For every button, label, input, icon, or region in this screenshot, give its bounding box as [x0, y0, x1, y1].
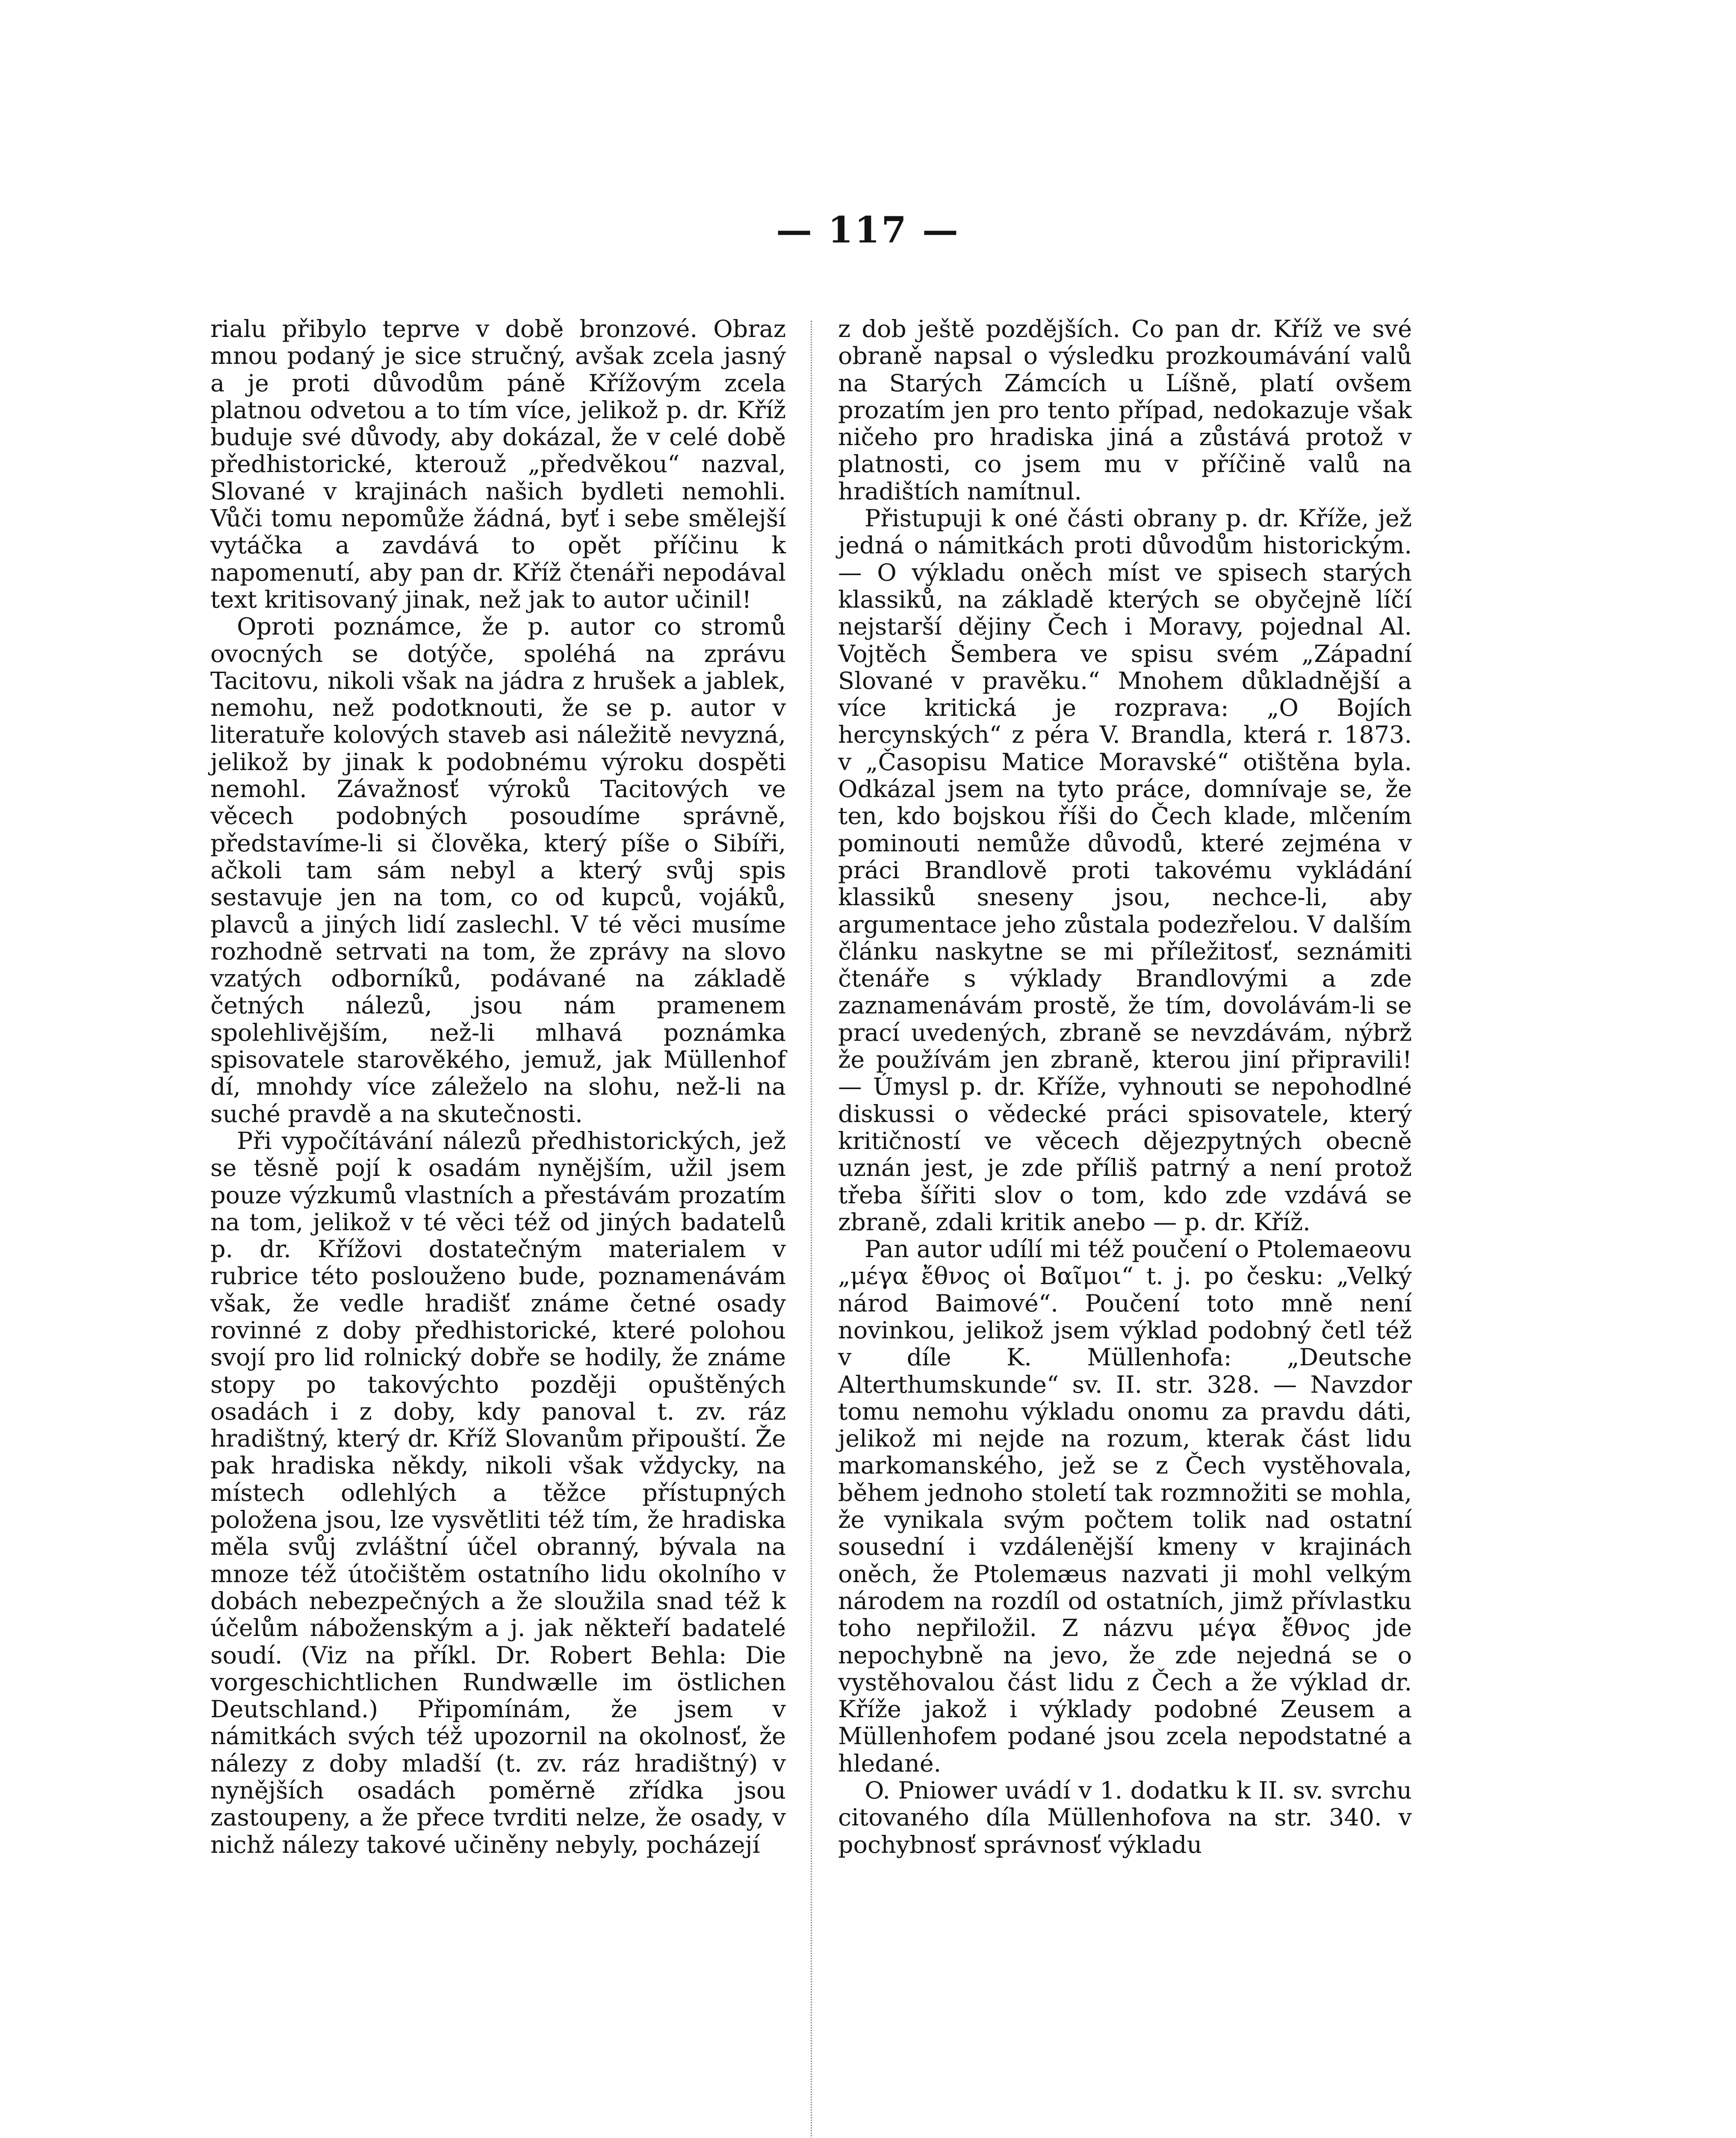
right-column: [838, 316, 1412, 1858]
paragraph: Pan autor udílí mi též poučení o Ptolemaeovu „μέγα ἔθνος οἱ Βαῖμοι“ t. j. po česku: „Velký národ Baimové“. Poučení toto mně není novinkou, jelikož jsem výklad podobný četl též v díle K. Müllenhofa: „Deutsche Alterthumskunde“ sv. II. str. 328. — Navzdor tomu nemohu výkladu onomu za pravdu dáti, jelikož mi nejde na rozum, kterak část lidu markomanského, jež se z Čech vystěhovala, během jednoho století tak rozmnožiti se mohla, že vynikala svým počtem tolik nad ostatní sousední i vzdálenější kmeny v krajinách oněch, že Ptolemæus nazvati ji mohl velkým národem na rozdíl od ostatních, jimž přívlastku toho nepřiložil. Z názvu μέγα ἔθνος jde nepochybně na jevo, že zde nejedná se o vystěhovalou část lidu z Čech a že výklad dr. Kříže jakož i výklady podobné Zeusem a Müllenhofem podané jsou zcela nepodstatné a hledané.: [838, 1235, 1412, 1778]
paragraph: Přistupuji k oné části obrany p. dr. Kříže, jež jedná o námitkách proti důvodům historickým. — O výkladu oněch míst ve spisech starých klassiků, na základě kterých se obyčejně líčí nejstarší dějiny Čech i Moravy, pojednal Al. Vojtěch Šembera ve spisu svém „Západní Slované v pravěku.“ Mnohem důkladnější a více kritická je rozprava: „O Bojích hercynských“ z péra V. Brandla, která r. 1873. v „Časopisu Matice Moravské“ otištěna byla. Odkázal jsem na tyto práce, domnívaje se, že ten, kdo bojskou říši do Čech klade, mlčením pominouti nemůže důvodů, které zejména v práci Brandlově proti takovému vykládání klassiků sneseny jsou, nechce-li, aby argumentace jeho zůstala podezřelou. V dalším článku naskytne se mi příležitosť, seznámiti čtenáře s výklady Brandlovými a zde zaznamenávám prostě, že tím, dovolávám-li se prací uvedených, zbraně se nevzdávám, nýbrž že používám jen zbraně, kterou jiní připravili! — Úmysl p. dr. Kříže, vyhnouti se nepohodlné diskussi o vědecké práci spisovatele, který kritičností ve věcech dějezpytných obecně uznán jest, je zde příliš patrný a není protož třeba šířiti slov o tom, kdo zde vzdává se zbraně, zdali kritik anebo — p. dr. Kříž.: [838, 505, 1412, 1236]
page-header: — 117 —: [776, 209, 960, 251]
paragraph: Oproti poznámce, že p. autor co stromů ovocných se dotýče, spoléhá na zprávu Tacitovu, nikoli však na jádra z hrušek a jablek, nemohu, než podotknouti, že se p. autor v literatuře kolových staveb asi náležitě nevyzná, jelikož by jinak k podobnému výroku dospěti nemohl. Závažnosť výroků Tacitových ve věcech podobných posoudíme správně, představíme-li si člověka, který píše o Sibíři, ačkoli tam sám nebyl a který svůj spis sestavuje jen na tom, co od kupců, vojáků, plavců a jiných lidí zaslechl. V té věci musíme rozhodně setrvati na tom, že zprávy na slovo vzatých odborníků, podávané na základě četných nálezů, jsou nám pramenem spolehlivějším, než-li mlhavá poznámka spisovatele starověkého, jemuž, jak Müllenhof dí, mnohdy více záleželo na slohu, než-li na suché pravdě a na skutečnosti.: [210, 613, 786, 1128]
column-divider: [811, 321, 812, 2138]
paragraph: O. Pniower uvádí v 1. dodatku k II. sv. svrchu citovaného díla Müllenhofova na str. 340. v pochybnosť správnosť výkladu: [838, 1777, 1412, 1859]
paragraph: Při vypočítávání nálezů předhistorických, jež se těsně pojí k osadám nynějším, užil jsem pouze výzkumů vlastních a přestávám prozatím na tom, jelikož v té věci též od jiných badatelů p. dr. Křížovi dostatečným materialem v rubrice této poslouženo bude, poznamenávám však, že vedle hradišť známe četné osady rovinné z doby předhistorické, které polohou svojí pro lid rolnický dobře se hodily, že známe stopy po takovýchto později opuštěných osadách i z doby, kdy panoval t. zv. ráz hradištný, který dr. Kříž Slovanům připouští. Že pak hradiska někdy, nikoli však vždycky, na místech odlehlých a těžce přístupných položena jsou, lze vysvětliti též tím, že hradiska měla svůj zvláštní účel obranný, bývala na mnoze též útočištěm ostatního lidu okolního v dobách nebezpečných a že sloužila snad též k účelům náboženským a j. jak někteří badatelé soudí. (Viz na příkl. Dr. Robert Behla: Die vorgeschichtlichen Rundwælle im östlichen Deutschland.) Připomínám, že jsem v námitkách svých též upozornil na okolnosť, že nálezy z doby mladší (t. zv. ráz hradištný) v nynějších osadách poměrně zřídka jsou zastoupeny, a že přece tvrditi nelze, že osady, v nichž nálezy takové učiněny nebyly, pocházejí: [210, 1127, 786, 1859]
paragraph: z dob ještě pozdějších. Co pan dr. Kříž ve své obraně napsal o výsledku prozkoumávání valů na Starých Zámcích u Líšně, platí ovšem prozatím jen pro tento případ, nedokazuje však ničeho pro hradiska jiná a zůstává protož v platnosti, co jsem mu v příčině valů na hradištích namítnul.: [838, 315, 1412, 505]
left-column: [210, 316, 786, 1858]
paragraph: rialu přibylo teprve v době bronzové. Obraz mnou podaný je sice stručný, avšak zcela jasný a je proti důvodům páně Křížovým zcela platnou odvetou a to tím více, jelikož p. dr. Kříž buduje své důvody, aby dokázal, že v celé době předhistorické, kterouž „předvěkou“ nazval, Slované v krajinách našich bydleti nemohli. Vůči tomu nepomůže žádná, byť i sebe smělejší vytáčka a zavdává to opět příčinu k napomenutí, aby pan dr. Kříž čtenáři nepodával text kritisovaný jinak, než jak to autor učinil!: [210, 315, 786, 614]
